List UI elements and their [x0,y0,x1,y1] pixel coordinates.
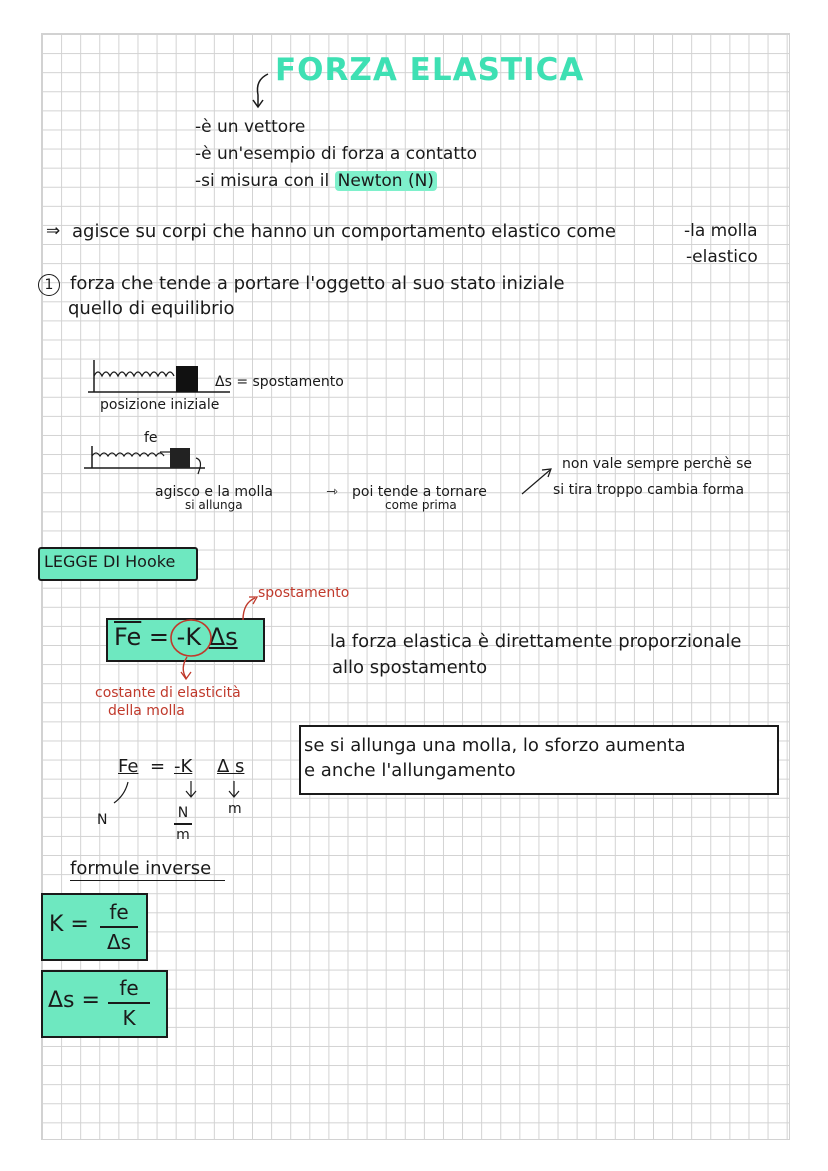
example-elastic: -elastico [686,247,758,267]
units-fe: Fe [118,756,139,777]
inverse2-lhs: Δs = [48,988,100,1013]
units-ds: Δ s [217,756,245,777]
units-n-over-m [174,805,192,843]
inverse1-lhs: K = [49,912,89,937]
then-arrow: ⇾ [326,484,338,500]
property-contact: -è un'esempio di forza a contatto [195,144,478,164]
law-text-1: la forza elastica è direttamente proporzionale [330,631,742,652]
units-n-over-m-num: N [177,805,189,821]
acts-on-text: agisce su corpi che hanno un comportamento elastico come [72,221,616,242]
definition-line1: forza che tende a portare l'oggetto al suo stato iniziale [70,273,565,294]
units-n: N [97,812,108,828]
units-k: -K [174,756,193,777]
point-number: 1 [38,274,60,296]
displacement-label: Δs = spostamento [215,374,344,390]
note-line2: si tira troppo cambia forma [553,482,745,498]
annotation-constant-2: della molla [108,703,185,719]
note-box-line2: e anche l'allungamento [304,760,516,781]
definition-line2: quello di equilibrio [68,298,235,319]
units-m: m [228,801,242,817]
formula-eq: = [148,623,170,651]
fraction-bar [108,1002,150,1004]
property-measure-text: -si misura con il [195,171,330,191]
inverse1-den: Δs [106,930,132,954]
law-title: LEGGE DI Hooke [44,552,176,571]
inverse2-num: fe [119,976,139,1000]
inverse1-fraction [100,900,138,954]
annotation-displacement: spostamento [258,585,350,601]
formula-k: -K [176,623,202,651]
units-n-over-m-den: m [176,827,190,843]
fraction-bar [174,823,192,825]
implies-arrow: ⇒ [46,221,61,241]
law-text-2: allo spostamento [332,657,488,678]
initial-position-caption: posizione iniziale [100,397,220,413]
inverse2-den: K [122,1006,136,1030]
return-caption-2: come prima [385,498,457,512]
note-box-line1: se si allunga una molla, lo sforzo aumenta [304,735,686,756]
inverse1-num: fe [109,900,129,924]
annotation-constant-1: costante di elasticità [95,685,241,701]
units-eq: = [150,756,166,777]
property-vector: -è un vettore [195,117,306,137]
stretch-caption-1: agisco e la molla [155,484,273,500]
inverse-title: formule inverse [70,859,225,881]
return-caption-1: poi tende a tornare [352,484,487,500]
fraction-bar [100,926,138,928]
formula-ds: Δs [208,623,238,651]
unit-highlight: Newton (N) [335,171,437,191]
page-title: FORZA ELASTICA [275,52,585,88]
stretch-caption-2: si allunga [185,498,243,512]
inverse2-fraction [108,976,150,1030]
fe-label: fe [144,430,158,446]
formula-fe: $\overline{Fe}$ [114,623,142,651]
note-line1: non vale sempre perchè se [562,456,753,472]
example-spring: -la molla [684,221,758,241]
